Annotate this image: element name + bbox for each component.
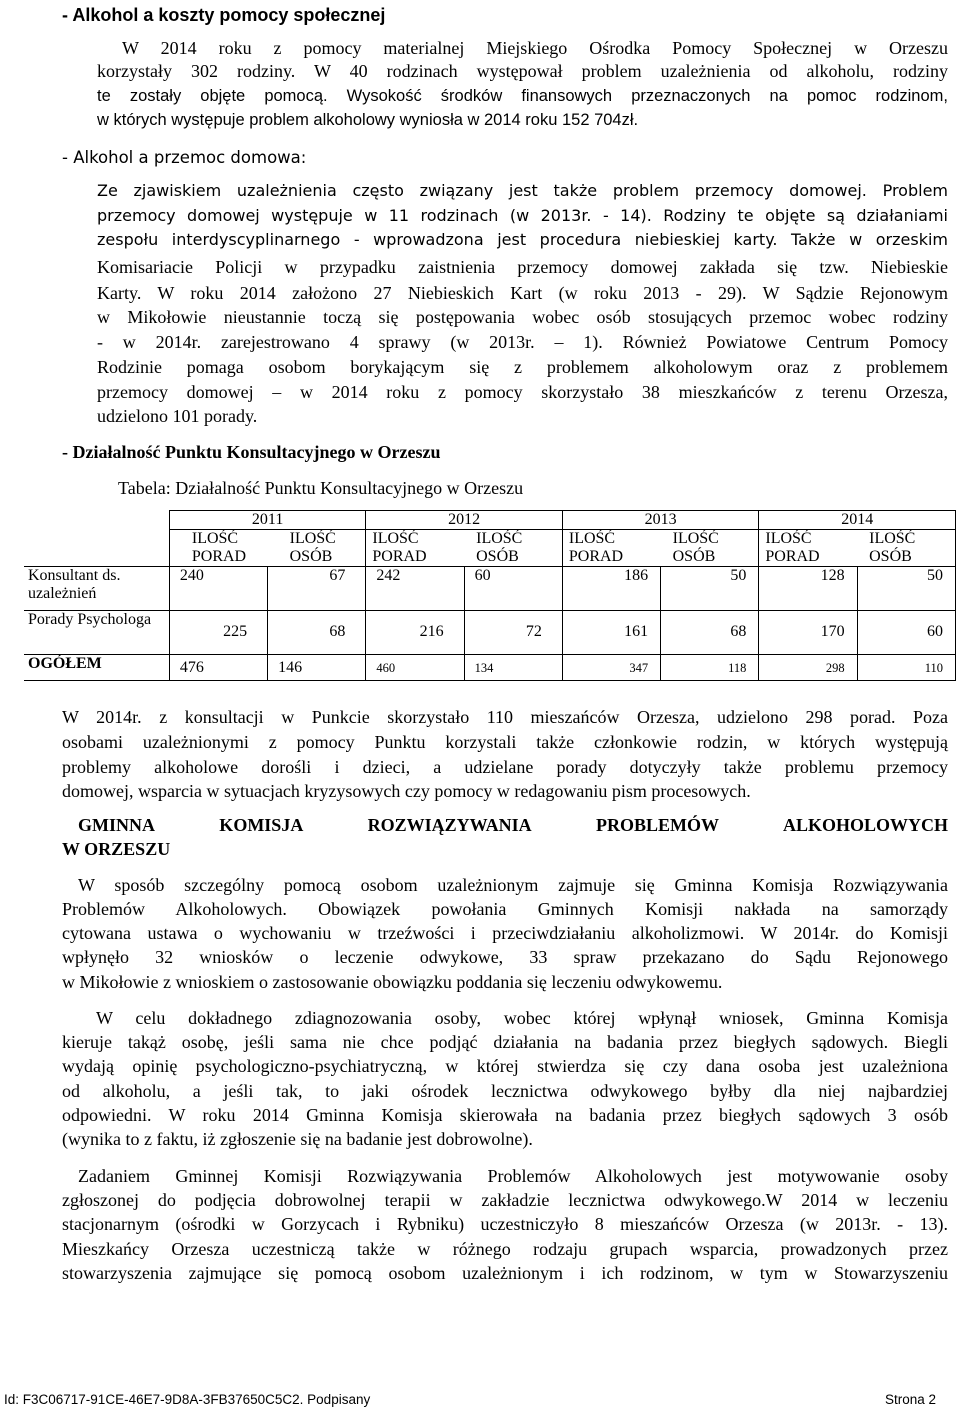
paragraph-line: Ze zjawiskiem uzależnienia często związany jest także problem przemocy domowej. Problem	[97, 181, 948, 200]
year-header: 2014	[759, 511, 956, 530]
paragraph-line: - w 2014r. zarejestrowano 4 sprawy (w 2013r. – 1). Również Powiatowe Centrum Pomocy	[97, 332, 948, 352]
column-header: ILOŚĆ OSÓB	[857, 530, 955, 567]
table-corner	[24, 511, 169, 567]
paragraph-line: Karty. W roku 2014 założono 27 Niebieskich Kart (w roku 2013 - 29). W Sądzie Rejonowym	[97, 283, 948, 303]
table-cell: 60	[464, 567, 562, 611]
paragraph-line: te zostały objęte pomocą. Wysokość środków finansowych przeznaczonych na pomoc rodzinom,	[97, 87, 948, 105]
table-caption: Tabela: Działalność Punktu Konsultacyjnego w Orzeszu	[118, 478, 524, 498]
column-header: ILOŚĆ PORAD	[759, 530, 857, 567]
paragraph-line: wpłynęło 32 wniosków o leczenie odwykowe, 33 spraw przekazano do Sądu Rejonowego	[62, 947, 948, 967]
table-cell: 60	[857, 611, 955, 655]
table-cell: 347	[562, 655, 660, 681]
table-cell: 242	[366, 567, 464, 611]
table-cell: 72	[464, 611, 562, 655]
paragraph-line: zespołu interdyscyplinarnego - wprowadzona jest procedura niebieskiej karty. Także w orzeskim	[97, 230, 948, 249]
paragraph-line: Zadaniem Gminnej Komisji Rozwiązywania Problemów Alkoholowych jest motywowanie osoby	[78, 1166, 948, 1186]
paragraph-line: (wynika to z faktu, iż zgłoszenie się na badanie jest dobrowolne).	[62, 1129, 533, 1149]
column-header: ILOŚĆ OSÓB	[268, 530, 366, 567]
table-cell: 216	[366, 611, 464, 655]
consultation-table	[24, 510, 956, 681]
table-cell: 476	[169, 655, 267, 681]
paragraph-line: domowej, wsparcia w sytuacjach kryzysowych czy pomocy w redagowaniu pism procesowych.	[62, 781, 751, 801]
section-heading-commission-line2: W ORZESZU	[62, 839, 171, 859]
row-label: Konsultant ds. uzależnień	[24, 567, 169, 611]
section-heading-commission: GMINNA KOMISJA ROZWIĄZYWANIA PROBLEMÓW ALKOHOLOWYCH	[78, 815, 948, 835]
year-header: 2013	[562, 511, 759, 530]
paragraph-line: w Mikołowie z wnioskiem o zastosowanie obowiązku poddania się leczeniu odwykowemu.	[62, 972, 723, 992]
paragraph-line: Problemów Alkoholowych. Obowiązek powołania Gminnych Komisji nakłada na samorządy	[62, 899, 948, 919]
paragraph-line: przemocy domowej występuje w 11 rodzinach (w 2013r. - 14). Rodziny te objęte są działaniami	[97, 206, 948, 225]
column-header: ILOŚĆ PORAD	[562, 530, 660, 567]
table-cell: 68	[268, 611, 366, 655]
column-header: ILOŚĆ PORAD	[169, 530, 267, 567]
paragraph-line: korzystały 302 rodziny. W 40 rodzinach występował problem uzależnienia od alkoholu, rodziny	[97, 61, 948, 81]
paragraph-line: zgłoszonej do podjęcia dobrowolnej terapii w zakładzie lecznictwa odwykowego.W 2014 w leczeniu	[62, 1190, 948, 1210]
document-id-footer: Id: F3C06717-91CE-46E7-9D8A-3FB37650C5C2. Podpisany	[4, 1392, 371, 1407]
table-cell: 460	[366, 655, 464, 681]
row-label: OGÓŁEM	[24, 655, 169, 681]
paragraph-line: odpowiedni. W roku 2014 Gminna Komisja skierowała na badania przez biegłych sądowych 3 osób	[62, 1105, 948, 1125]
table-cell: 118	[661, 655, 759, 681]
table-row-total	[24, 655, 956, 681]
column-header: ILOŚĆ OSÓB	[661, 530, 759, 567]
paragraph-line: W celu dokładnego zdiagnozowania osoby, wobec której wpłynął wniosek, Gminna Komisja	[96, 1008, 948, 1028]
table-row	[24, 567, 956, 611]
table-cell: 50	[857, 567, 955, 611]
table-header-row	[24, 511, 956, 530]
paragraph-line: w których występuje problem alkoholowy wyniosła w 2014 roku 152 704zł.	[97, 111, 639, 129]
section-heading-violence: - Alkohol a przemoc domowa:	[62, 148, 307, 167]
column-header: ILOŚĆ PORAD	[366, 530, 464, 567]
page-number: Strona 2	[884, 1392, 936, 1407]
paragraph-line: przemocy domowej – w 2014 roku z pomocy skorzystało 38 mieszkańców z terenu Orzesza,	[97, 382, 948, 402]
table-cell: 161	[562, 611, 660, 655]
paragraph-line: od alkoholu, a jeśli tak, to jaki ośrodek lecznictwa odwykowego byłby dla niej najbardziej	[62, 1081, 948, 1101]
paragraph-line: udzielono 101 porady.	[97, 406, 258, 426]
table-cell: 146	[268, 655, 366, 681]
table-cell: 170	[759, 611, 857, 655]
year-header: 2012	[366, 511, 563, 530]
paragraph-line: w Mikołowie nieustannie toczą się postępowania wobec osób stosujących przemoc wobec rodziny	[97, 307, 948, 327]
paragraph-line: W 2014r. z konsultacji w Punkcie skorzystało 110 mieszańców Orzesza, udzielono 298 porad. Poza	[62, 707, 948, 727]
paragraph-line: Komisariacie Policji w przypadku zaistnienia przemocy domowej zakłada się tzw. Niebieskie	[97, 257, 948, 277]
paragraph-line: W 2014 roku z pomocy materialnej Miejskiego Ośrodka Pomocy Społecznej w Orzeszu	[122, 38, 948, 58]
table-cell: 67	[268, 567, 366, 611]
section-heading-costs: - Alkohol a koszty pomocy społecznej	[62, 5, 386, 25]
table-cell: 186	[562, 567, 660, 611]
table-cell: 298	[759, 655, 857, 681]
table-cell: 68	[661, 611, 759, 655]
table-cell: 134	[464, 655, 562, 681]
paragraph-line: problemy alkoholowe dorośli i dzieci, a udzielane porady dotyczyły także problemu przemocy	[62, 757, 948, 777]
section-heading-consultation: - Działalność Punktu Konsultacyjnego w Orzeszu	[62, 442, 441, 462]
paragraph-line: stacjonarnym (ośrodki w Gorzycach i Rybniku) uczestniczyło 8 mieszańców Orzesza (w 2013r. - 13).	[62, 1214, 948, 1234]
paragraph-line: stowarzyszenia zajmujące się pomocą osobom uzależnionym i ich rodzinom, w tym w Stowarzyszeniu	[62, 1263, 948, 1283]
paragraph-line: kieruje takąż osobę, jeśli sama nie chce podjąć działania na badania przez biegłych sądowych. Biegli	[62, 1032, 948, 1052]
paragraph-line: W sposób szczególny pomocą osobom uzależnionym zajmuje się Gminna Komisja Rozwiązywania	[78, 875, 948, 895]
table-cell: 110	[857, 655, 955, 681]
table-cell: 128	[759, 567, 857, 611]
row-label: Porady Psychologa	[24, 611, 169, 655]
paragraph-line: osobami uzależnionymi z pomocy Punktu korzystali także członkowie rodzin, w których występują	[62, 732, 948, 752]
paragraph-line: Rodzinie pomaga osobom borykającym się z problemem alkoholowym oraz z problemem	[97, 357, 948, 377]
paragraph-line: wydają opinię psychologiczno-psychiatryczną, w której stwierdza się czy dana osoba jest uzależniona	[62, 1056, 948, 1076]
table-row	[24, 611, 956, 655]
table-cell: 225	[169, 611, 267, 655]
paragraph-line: Mieszkańcy Orzesza uczestniczą także w różnego rodzaju grupach wsparcia, prowadzonych przez	[62, 1239, 948, 1259]
column-header: ILOŚĆ OSÓB	[464, 530, 562, 567]
year-header: 2011	[169, 511, 366, 530]
table-cell: 240	[169, 567, 267, 611]
table-cell: 50	[661, 567, 759, 611]
paragraph-line: cytowana ustawa o wychowaniu w trzeźwości i przeciwdziałaniu alkoholizmowi. W 2014r. do Komisji	[62, 923, 948, 943]
